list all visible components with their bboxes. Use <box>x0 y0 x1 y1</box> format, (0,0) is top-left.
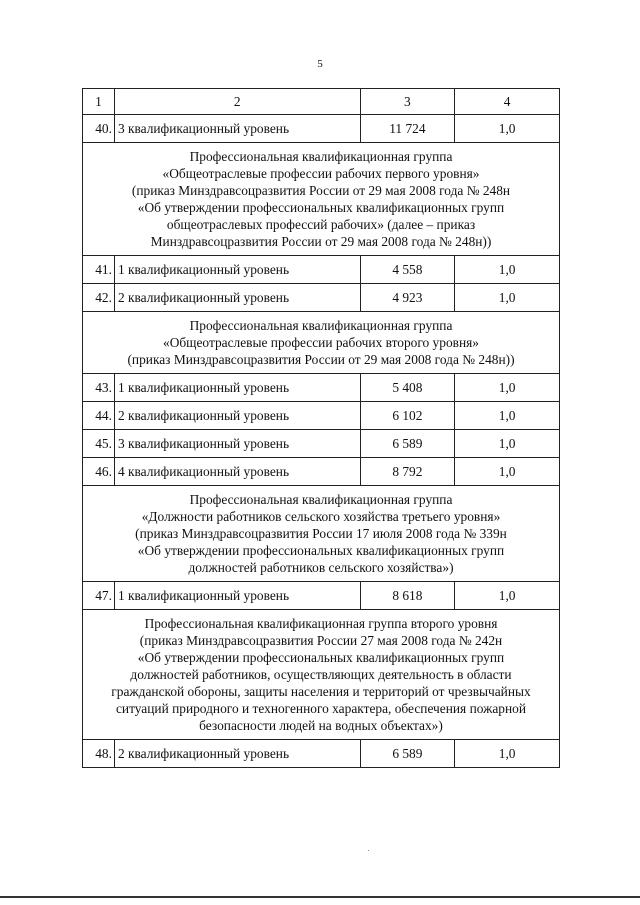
table-row <box>83 374 560 402</box>
group-heading-line: должностей работников, осуществляющих деятельность в области <box>130 667 512 682</box>
qualification-level-cell: 2 квалификационный уровень <box>114 740 360 768</box>
group-heading-row <box>83 486 560 582</box>
group-heading-line: гражданской обороны, защиты населения и территорий от чрезвычайных <box>111 684 531 699</box>
coefficient-cell: 1,0 <box>455 374 560 402</box>
row-number-cell: 41. <box>83 256 115 284</box>
salary-value-cell: 8 618 <box>360 582 455 610</box>
group-heading-line: «Должности работников сельского хозяйства третьего уровня» <box>141 509 501 524</box>
qualification-level-cell: 4 квалификационный уровень <box>114 458 360 486</box>
coefficient-cell: 1,0 <box>455 256 560 284</box>
group-heading-line: Профессиональная квалификационная группа <box>189 149 453 164</box>
group-heading-row <box>83 312 560 374</box>
table-row <box>83 582 560 610</box>
salary-value-cell: 6 589 <box>360 740 455 768</box>
row-number-cell: 48. <box>83 740 115 768</box>
header-cell-2: 2 <box>114 89 360 115</box>
qualification-level-cell: 1 квалификационный уровень <box>114 374 360 402</box>
coefficient-cell: 1,0 <box>455 458 560 486</box>
table-row <box>83 740 560 768</box>
group-heading-row <box>83 143 560 256</box>
table-row <box>83 284 560 312</box>
coefficient-cell: 1,0 <box>455 740 560 768</box>
group-heading-line: «Общеотраслевые профессии рабочих второго уровня» <box>163 335 479 350</box>
table-row <box>83 430 560 458</box>
table-body <box>83 89 560 768</box>
salary-value-cell: 6 589 <box>360 430 455 458</box>
bottom-scan-edge <box>0 896 640 898</box>
header-cell-1: 1 <box>83 89 115 115</box>
group-heading-cell <box>83 486 560 582</box>
salary-value-cell: 4 923 <box>360 284 455 312</box>
qualification-level-cell: 2 квалификационный уровень <box>114 284 360 312</box>
group-heading-line: общеотраслевых профессий рабочих» (далее – приказ <box>166 217 476 232</box>
row-number-cell: 47. <box>83 582 115 610</box>
table-row <box>83 402 560 430</box>
header-cell-3: 3 <box>360 89 455 115</box>
row-number-cell: 43. <box>83 374 115 402</box>
coefficient-cell: 1,0 <box>455 582 560 610</box>
salary-value-cell: 6 102 <box>360 402 455 430</box>
group-heading-line: Профессиональная квалификационная группа второго уровня <box>144 616 498 631</box>
row-number-cell: 45. <box>83 430 115 458</box>
qualification-level-cell: 3 квалификационный уровень <box>114 430 360 458</box>
group-heading-line: Минздравсоцразвития России от 29 мая 2008 года № 248н)) <box>150 234 492 249</box>
salary-value-cell: 8 792 <box>360 458 455 486</box>
group-heading-line: безопасности людей на водных объектах») <box>199 718 443 733</box>
group-heading-line: Профессиональная квалификационная группа <box>189 492 453 507</box>
group-heading-line: (приказ Минздравсоцразвития России от 29 мая 2008 года № 248н <box>131 183 511 198</box>
group-heading-line: «Об утверждении профессиональных квалификационных групп <box>137 543 505 558</box>
group-heading-row <box>83 610 560 740</box>
salary-value-cell: 11 724 <box>360 115 455 143</box>
table-header-row <box>83 89 560 115</box>
table-row <box>83 458 560 486</box>
row-number-cell: 46. <box>83 458 115 486</box>
qualification-level-cell: 1 квалификационный уровень <box>114 582 360 610</box>
group-heading-line: (приказ Минздравсоцразвития России от 29 мая 2008 года № 248н)) <box>127 352 515 367</box>
coefficient-cell: 1,0 <box>455 115 560 143</box>
salary-table <box>82 88 560 768</box>
group-heading-line: «Об утверждении профессиональных квалификационных групп <box>137 200 505 215</box>
table-row <box>83 115 560 143</box>
row-number-cell: 44. <box>83 402 115 430</box>
row-number-cell: 42. <box>83 284 115 312</box>
table-row <box>83 256 560 284</box>
scan-speck <box>368 850 369 851</box>
salary-value-cell: 4 558 <box>360 256 455 284</box>
header-cell-4: 4 <box>455 89 560 115</box>
qualification-level-cell: 1 квалификационный уровень <box>114 256 360 284</box>
qualification-level-cell: 2 квалификационный уровень <box>114 402 360 430</box>
group-heading-line: (приказ Минздравсоцразвития России 27 мая 2008 года № 242н <box>139 633 503 648</box>
group-heading-line: «Об утверждении профессиональных квалификационных групп <box>137 650 505 665</box>
group-heading-cell <box>83 610 560 740</box>
group-heading-line: (приказ Минздравсоцразвития России 17 июля 2008 года № 339н <box>135 526 507 541</box>
group-heading-line: Профессиональная квалификационная группа <box>189 318 453 333</box>
qualification-level-cell: 3 квалификационный уровень <box>114 115 360 143</box>
group-heading-line: должностей работников сельского хозяйства») <box>188 560 454 575</box>
group-heading-cell <box>83 312 560 374</box>
coefficient-cell: 1,0 <box>455 402 560 430</box>
group-heading-line: ситуаций природного и техногенного характера, обеспечения пожарной <box>115 701 527 716</box>
group-heading-cell <box>83 143 560 256</box>
coefficient-cell: 1,0 <box>455 430 560 458</box>
salary-value-cell: 5 408 <box>360 374 455 402</box>
row-number-cell: 40. <box>83 115 115 143</box>
coefficient-cell: 1,0 <box>455 284 560 312</box>
page-number: 5 <box>317 58 323 70</box>
group-heading-line: «Общеотраслевые профессии рабочих первого уровня» <box>162 166 480 181</box>
